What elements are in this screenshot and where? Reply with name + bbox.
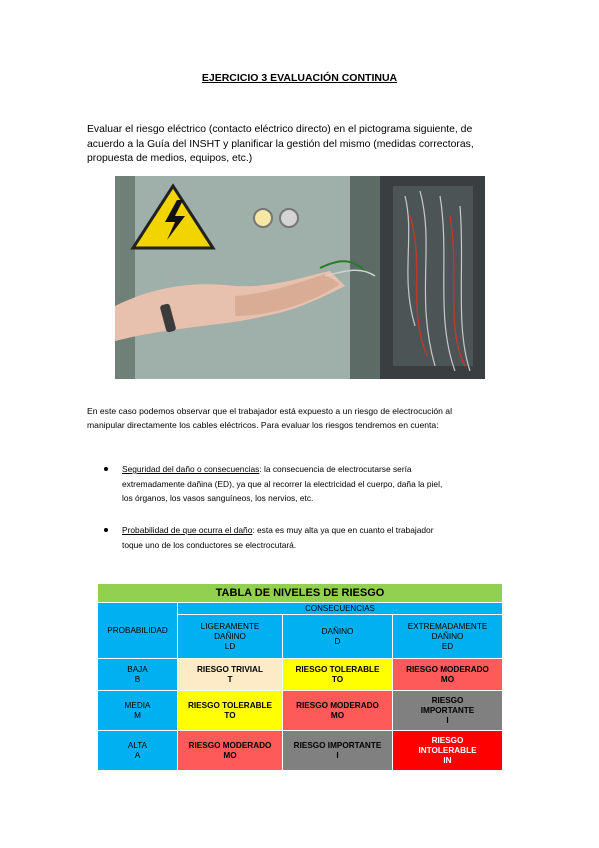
header-line: LIGERAMENTE xyxy=(200,621,260,631)
cell-line: RIESGO MODERADO xyxy=(406,664,489,674)
header-line: DAÑINO xyxy=(214,631,246,641)
risk-cell-moderado xyxy=(393,659,503,691)
bullet-item-consequences xyxy=(104,462,524,506)
header-line: ED xyxy=(441,641,454,651)
bullet-text: : esta es muy alta ya que en cuanto el trabajador xyxy=(252,525,434,535)
header-line: EXTREMADAMENTE xyxy=(407,621,488,631)
header-line: A xyxy=(134,750,141,760)
bullet-text: los órganos, los vasos sanguíneos, los nervios, etc. xyxy=(122,493,314,503)
cell-line: T xyxy=(227,674,233,684)
header-line: DAÑINO xyxy=(321,626,354,636)
cell-line: RIESGO TOLERABLE xyxy=(187,700,272,710)
cell-line: RIESGO xyxy=(431,695,464,705)
document-title: EJERCICIO 3 EVALUACIÓN CONTINUA xyxy=(201,72,398,84)
cell-line: I xyxy=(446,715,449,725)
table-row xyxy=(98,731,503,771)
consequences-header: CONSECUENCIAS xyxy=(178,603,503,615)
bullet-heading: Seguridad del daño o consecuencias xyxy=(122,464,260,474)
cell-line: RIESGO MODERADO xyxy=(296,700,379,710)
cell-line: RIESGO IMPORTANTE xyxy=(293,740,382,750)
cell-line: TO xyxy=(224,710,236,720)
risk-cell-trivial xyxy=(178,659,283,691)
column-header-ld xyxy=(178,615,283,659)
bullet-icon xyxy=(104,467,108,471)
statement-line: Evaluar el riesgo eléctrico (contacto eléctrico directo) en el pictograma siguiente, de xyxy=(87,124,473,135)
cell-line: I xyxy=(336,750,339,760)
bullet-icon xyxy=(104,528,108,532)
cell-line: IMPORTANTE xyxy=(420,705,475,715)
table-row xyxy=(98,659,503,691)
table-row xyxy=(98,691,503,731)
risk-level-table xyxy=(97,583,503,771)
bullet-heading: Probabilidad de que ocurra el daño xyxy=(122,525,253,535)
table-title: TABLA DE NIVELES DE RIESGO xyxy=(98,584,503,603)
row-header-alta xyxy=(98,731,178,771)
cell-line: MO xyxy=(223,750,237,760)
bullet-item-probability xyxy=(104,523,524,552)
header-line: B xyxy=(134,674,141,684)
risk-cell-moderado xyxy=(178,731,283,771)
header-line: MEDIA xyxy=(124,700,151,710)
statement-line: propuesta de medios, equipos, etc.) xyxy=(87,153,253,164)
cell-line: INTOLERABLE xyxy=(418,745,477,755)
header-line: M xyxy=(134,710,141,720)
electrical-panel-photo xyxy=(115,176,485,379)
risk-cell-tolerable xyxy=(178,691,283,731)
statement-line: acuerdo a la Guía del INSHT y planificar la gestión del mismo (medidas correctoras, xyxy=(87,138,474,150)
cell-line: MO xyxy=(330,710,345,720)
cell-line: RIESGO TRIVIAL xyxy=(197,664,263,674)
paragraph-line: manipular directamente los cables eléctricos. Para evaluar los riesgos tendremos en cuenta: xyxy=(87,419,439,430)
risk-cell-moderado xyxy=(283,691,393,731)
risk-cell-importante xyxy=(393,691,503,731)
cell-line: IN xyxy=(443,755,452,765)
bullet-text: extremadamente dañina (ED), ya que al recorrer la electricidad el cuerpo, daña la piel, xyxy=(122,478,443,489)
header-line: ALTA xyxy=(127,740,148,750)
bullet-text: toque uno de los conductores se electrocutará. xyxy=(122,539,297,550)
risk-cell-tolerable xyxy=(283,659,393,691)
header-line: LD xyxy=(224,641,236,651)
photo-illustration xyxy=(115,176,485,379)
paragraph-line: En este caso podemos observar que el trabajador está expuesto a un riesgo de electrocución al xyxy=(87,406,452,416)
cell-line: RIESGO MODERADO xyxy=(188,740,272,750)
cell-line: TO xyxy=(331,674,344,684)
risk-cell-importante xyxy=(283,731,393,771)
bullet-text: : la consecuencia de electrocutarse sería xyxy=(259,464,412,474)
analysis-paragraph xyxy=(87,405,527,432)
column-header-ed xyxy=(393,615,503,659)
column-header-d xyxy=(283,615,393,659)
cell-line: RIESGO xyxy=(431,735,464,745)
cell-line: MO xyxy=(440,674,455,684)
cell-line: RIESGO TOLERABLE xyxy=(295,664,380,674)
header-line: DAÑINO xyxy=(431,631,464,641)
header-line: BAJA xyxy=(127,664,148,674)
row-header-media xyxy=(98,691,178,731)
risk-cell-intolerable xyxy=(393,731,503,771)
row-header-baja xyxy=(98,659,178,691)
probability-header: PROBABILIDAD xyxy=(98,603,178,659)
exercise-statement xyxy=(87,123,517,167)
header-line: D xyxy=(334,636,341,646)
